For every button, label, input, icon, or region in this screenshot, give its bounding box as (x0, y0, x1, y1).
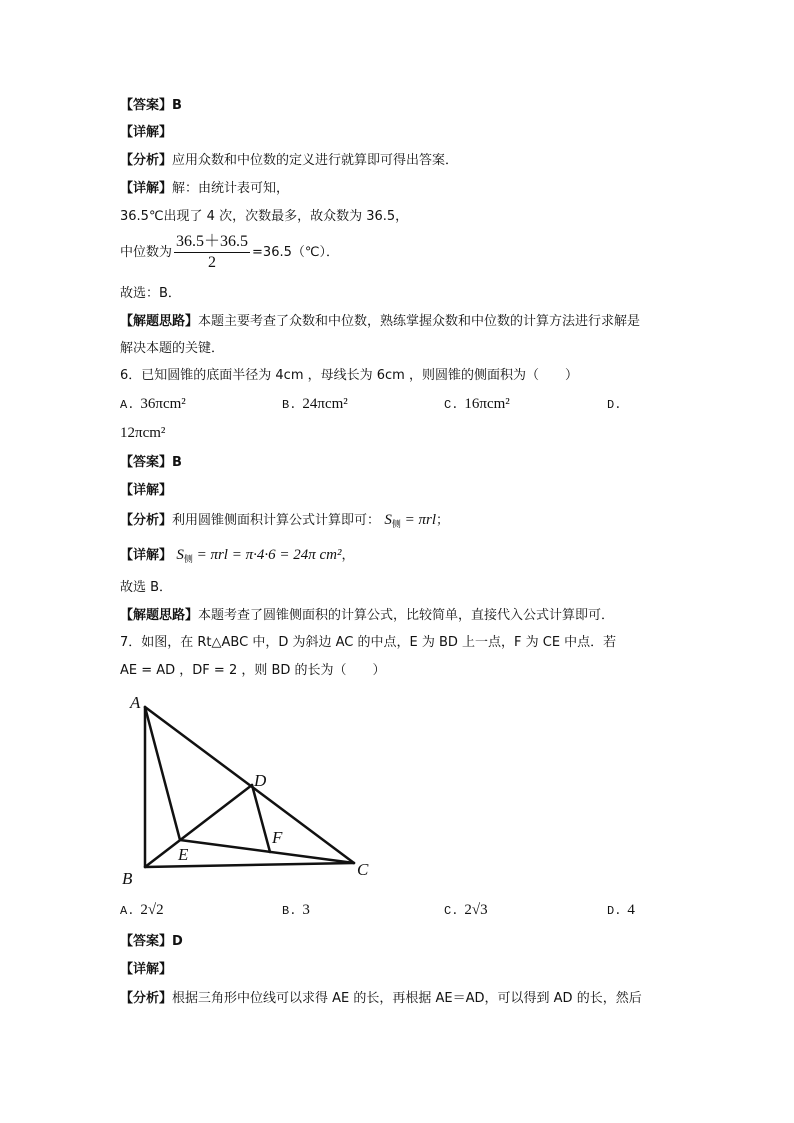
label-d: D (254, 771, 267, 790)
q6-analysis: 【分析】利用圆锥侧面积计算公式计算即可： $S_侧 = \pi rl$； (120, 512, 450, 530)
q7-question-line1: 7．如图，在 Rt△ABC 中，D 为斜边 AC 的中点，E 为 BD 上一点，F 为 CE 中点．若 (120, 635, 617, 650)
q5-answer: 【答案】B (120, 98, 182, 113)
segment-bc (145, 863, 354, 867)
q6-option-d-value: 12πcm² (120, 425, 166, 441)
label-c: C (357, 860, 369, 879)
segment-ac (145, 707, 354, 863)
q6-solution: 【详解】 $S_侧 = \pi rl = \pi\cdot 4\cdot 6 = 24\pi$ cm²， (120, 547, 355, 565)
q5-solution: 【详解】解：由统计表可知， (120, 181, 290, 196)
label-a: A (130, 693, 141, 712)
label-e: E (178, 845, 189, 864)
q7-answer: 【答案】D (120, 934, 183, 949)
q7-detail-heading: 【详解】 (120, 962, 173, 977)
formula-computation: $S_侧 = \pi rl = \pi\cdot 4\cdot 6 = 24\pi$ cm² (176, 547, 342, 565)
q7-option-b: B. 3 (282, 902, 310, 918)
q5-choose: 故选：B． (120, 286, 181, 301)
q5-mode-line: 36.5℃出现了 4 次，次数最多，故众数为 36.5， (120, 209, 409, 224)
q6-question: 6．已知圆锥的底面半径为 4cm ，母线长为 6cm ，则圆锥的侧面积为（ ） (120, 368, 578, 383)
q5-analysis: 【分析】应用众数和中位数的定义进行就算即可得出答案． (120, 153, 459, 168)
q7-option-a: A. 2√2 (120, 902, 164, 918)
q5-idea-line2: 解决本题的关键． (120, 341, 225, 356)
q7-analysis: 【分析】根据三角形中位线可以求得 AE 的长，再根据 AE＝AD，可以得到 AD 的长，然后 (120, 991, 642, 1006)
formula-lateral-area: $S_侧 = \pi rl$ (384, 512, 436, 530)
label-b: B (122, 869, 133, 888)
q7-question-line2: AE = AD ，DF = 2 ，则 BD 的长为（ ） (120, 663, 386, 678)
q6-option-a: A. 36πcm² (120, 396, 186, 412)
q5-median-line: 中位数为 $\frac{36.5+36.5}{2}$ =36.5（℃）． (120, 232, 339, 271)
label-f: F (272, 828, 283, 847)
median-fraction: $\frac{36.5+36.5}{2}$ (176, 232, 249, 271)
q7-option-c: C. 2√3 (444, 902, 488, 918)
triangle-figure (110, 685, 390, 890)
segment-ae (145, 707, 180, 840)
q6-answer: 【答案】B (120, 455, 182, 470)
q6-option-c: C. 16πcm² (444, 396, 510, 412)
q6-choose: 故选 B． (120, 580, 173, 595)
q6-detail-heading: 【详解】 (120, 483, 173, 498)
q6-option-d: D. (607, 398, 622, 412)
q6-idea: 【解题思路】本题考查了圆锥侧面积的计算公式，比较简单，直接代入公式计算即可． (120, 608, 615, 623)
q7-option-d: D. 4 (607, 902, 635, 918)
q5-detail-heading: 【详解】 (120, 125, 173, 140)
segment-bd (145, 785, 252, 867)
q5-idea-line1: 【解题思路】本题主要考查了众数和中位数，熟练掌握众数和中位数的计算方法进行求解是 (120, 314, 641, 329)
q6-option-b: B. 24πcm² (282, 396, 348, 412)
